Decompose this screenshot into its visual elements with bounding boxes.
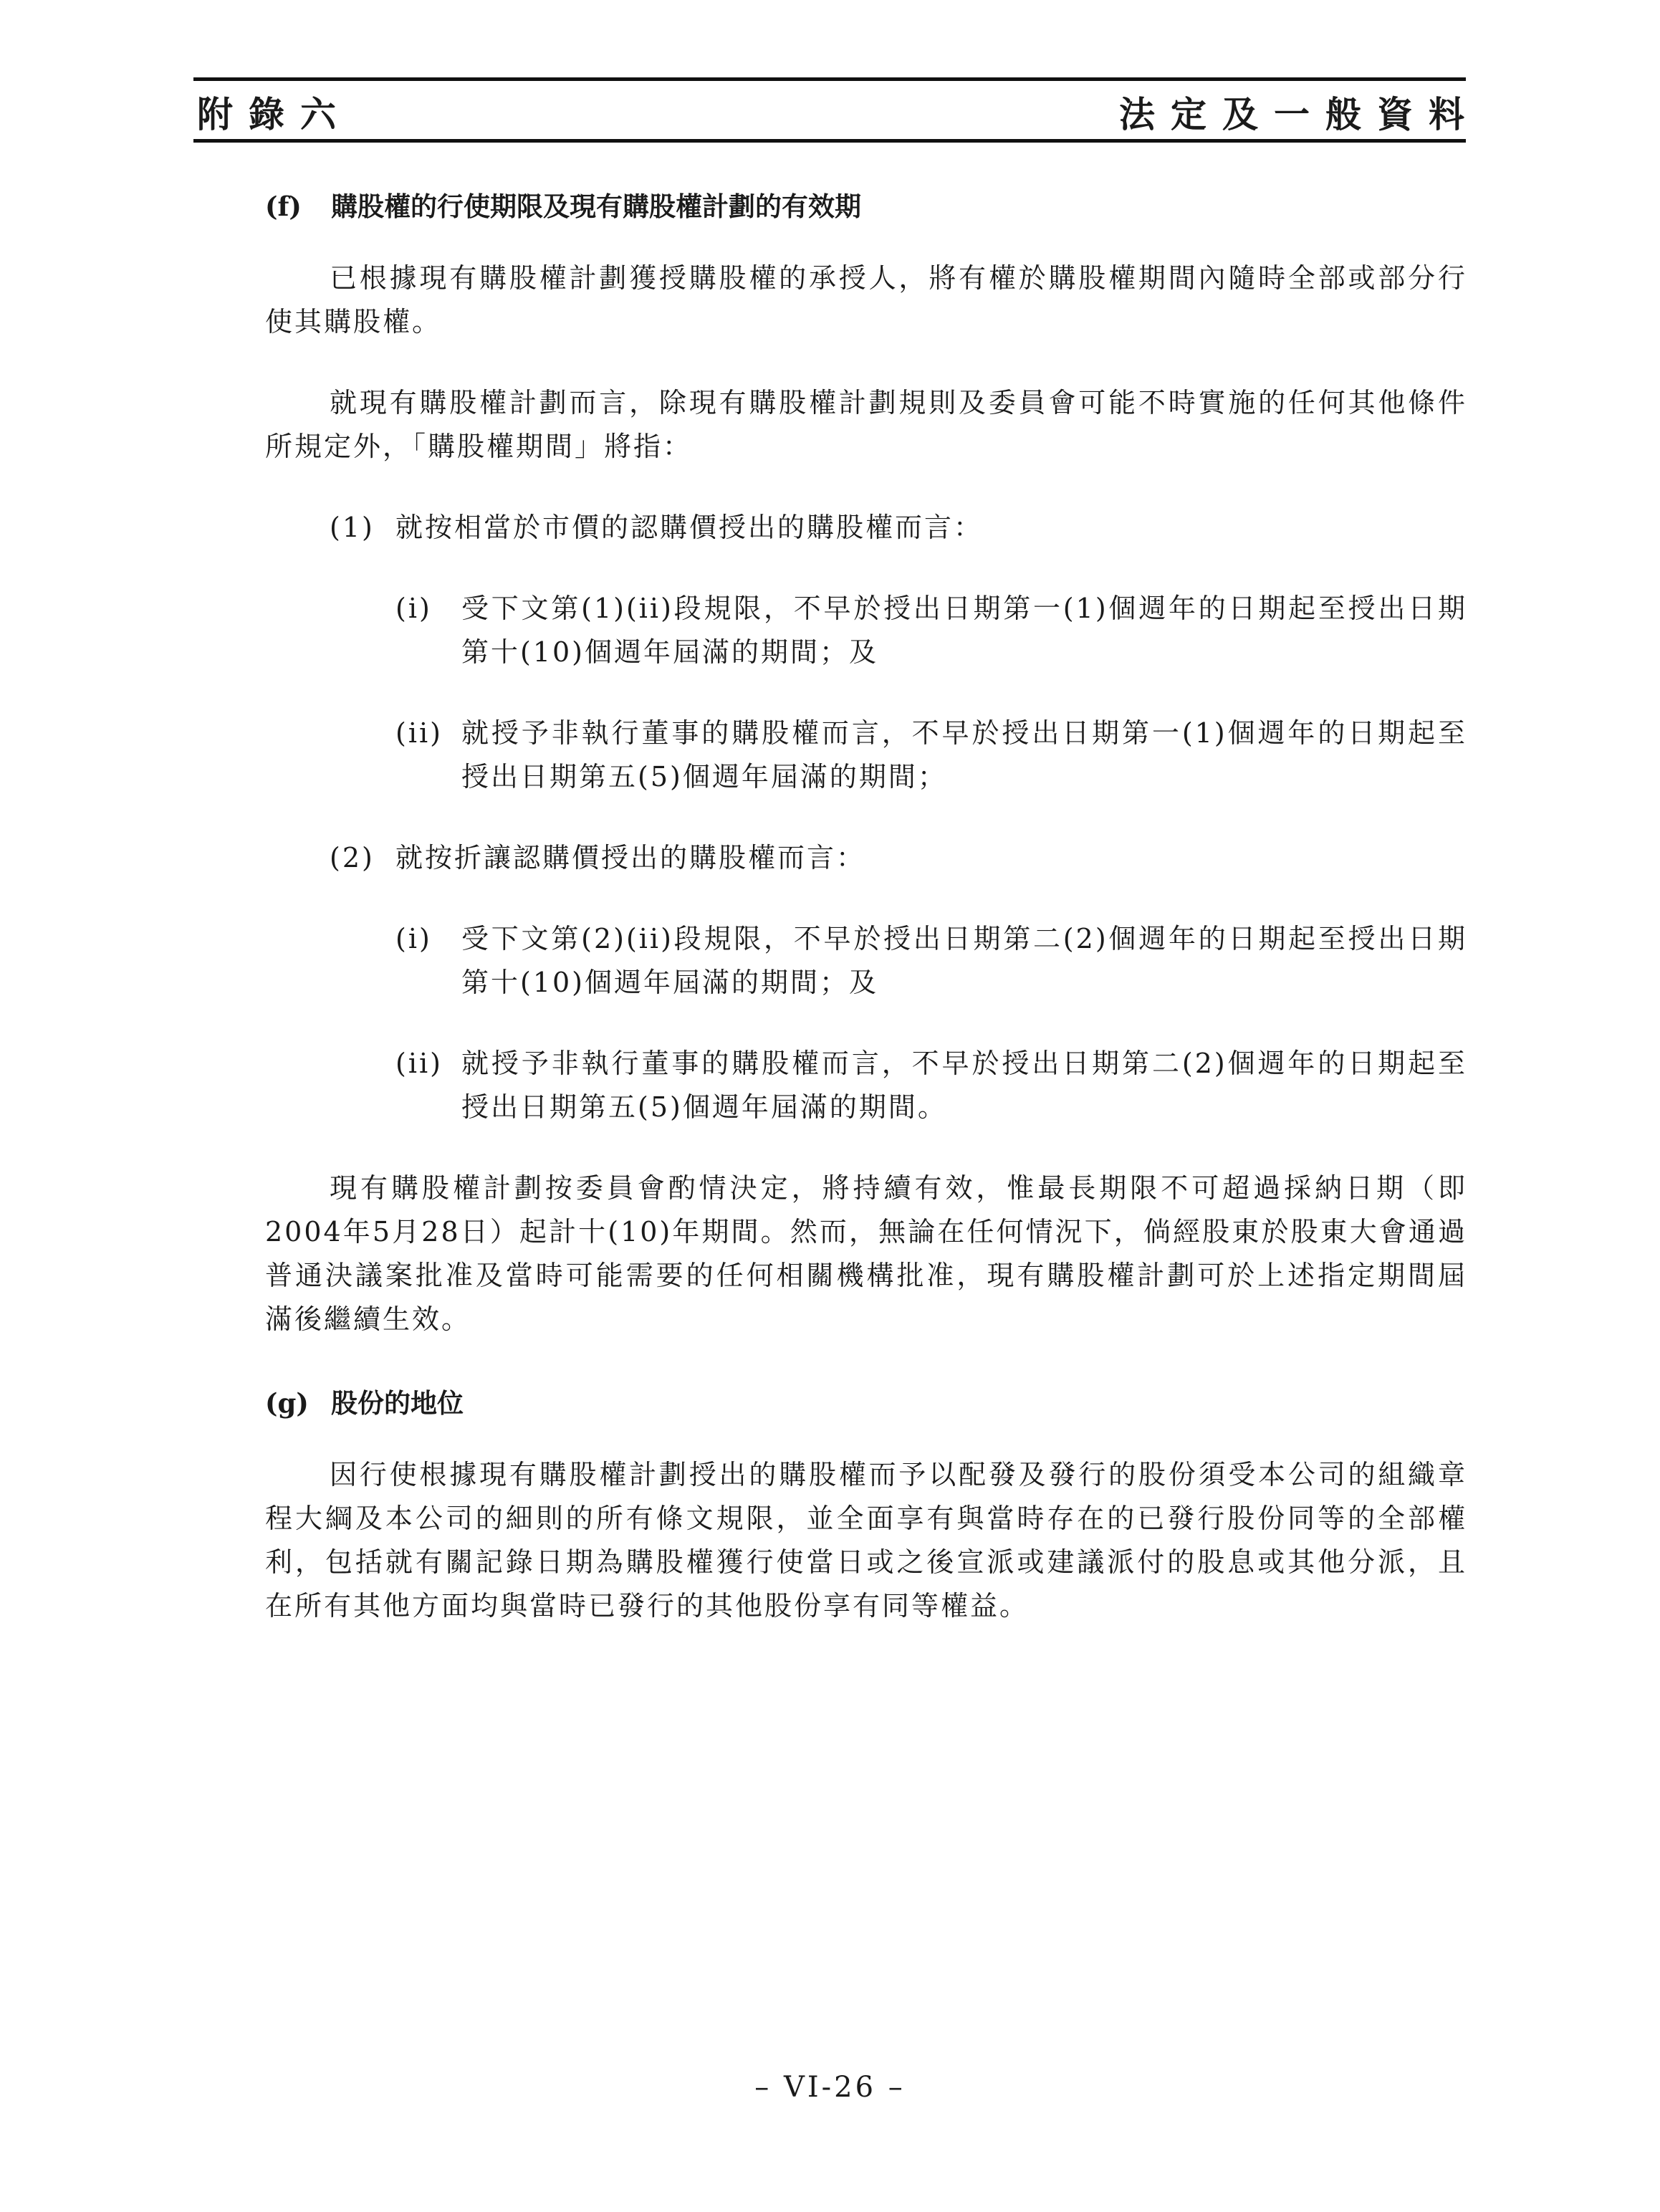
list-item-1-i-text: 受下文第(1)(ii)段規限，不早於授出日期第一(1)個週年的日期起至授出日期第十(10)個週年屆滿的期間；及 — [461, 593, 1467, 668]
page-body — [265, 188, 1467, 1628]
section-title: 法定及一般資料 — [1119, 93, 1480, 135]
list-item-1-ii-number: (ii) — [395, 717, 443, 749]
list-item-2-i-number: (i) — [395, 923, 432, 954]
heading-f — [265, 188, 1467, 225]
list-item-2-i-text: 受下文第(2)(ii)段規限，不早於授出日期第二(2)個週年的日期起至授出日期第十(10)個週年屆滿的期間；及 — [461, 923, 1467, 998]
appendix-title: 附錄六 — [197, 93, 352, 135]
heading-f-label: (f) — [265, 191, 302, 222]
list-item-2-ii-number: (ii) — [395, 1048, 443, 1079]
list-item-1-i-number: (i) — [395, 593, 432, 624]
list-item-2 — [330, 836, 1467, 880]
heading-g — [265, 1384, 1467, 1422]
paragraph-f-1: 已根據現有購股權計劃獲授購股權的承授人，將有權於購股權期間內隨時全部或部分行使其購股權。 — [265, 262, 1467, 337]
paragraph-f-3: 現有購股權計劃按委員會酌情決定，將持續有效，惟最長期限不可超過採納日期（即2004年5月28日）起計十(10)年期間。然而，無論在任何情況下，倘經股東於股東大會通過普通決議案批准及當時可能需要的任何相關機構批准，現有購股權計劃可於上述指定期間屆滿後繼續生效。 — [265, 1172, 1467, 1335]
paragraph-f-2: 就現有購股權計劃而言，除現有購股權計劃規則及委員會可能不時實施的任何其他條件所規定外，「購股權期間」將指： — [265, 387, 1467, 462]
list-item-1 — [330, 506, 1467, 550]
list-item-1-text: 就按相當於市價的認購價授出的購股權而言： — [395, 512, 984, 543]
list-item-2-ii — [395, 1042, 1467, 1129]
list-item-2-number: (2) — [330, 842, 375, 873]
header-bottom-rule — [193, 139, 1466, 143]
page-number: – VI-26 – — [754, 2071, 906, 2104]
header-top-rule — [193, 77, 1466, 81]
heading-g-label: (g) — [265, 1387, 309, 1419]
list-item-1-i — [395, 587, 1467, 674]
list-item-1-number: (1) — [330, 512, 375, 543]
list-item-1-ii-text: 就授予非執行董事的購股權而言，不早於授出日期第一(1)個週年的日期起至授出日期第五(5)個週年屆滿的期間； — [461, 717, 1467, 793]
paragraph-g-1: 因行使根據現有購股權計劃授出的購股權而予以配發及發行的股份須受本公司的組織章程大綱及本公司的細則的所有條文規限，並全面享有與當時存在的已發行股份同等的全部權利，包括就有關記錄日期為購股權獲行使當日或之後宣派或建議派付的股息或其他分派，且在所有其他方面均與當時已發行的其他股份享有同等權益。 — [265, 1459, 1467, 1622]
list-item-2-ii-text: 就授予非執行董事的購股權而言，不早於授出日期第二(2)個週年的日期起至授出日期第五(5)個週年屆滿的期間。 — [461, 1048, 1467, 1123]
list-item-2-i — [395, 917, 1467, 1005]
list-item-2-text: 就按折讓認購價授出的購股權而言： — [395, 842, 866, 873]
heading-f-title: 購股權的行使期限及現有購股權計劃的有效期 — [331, 191, 861, 222]
heading-g-title: 股份的地位 — [331, 1387, 464, 1419]
list-item-1-ii — [395, 712, 1467, 799]
